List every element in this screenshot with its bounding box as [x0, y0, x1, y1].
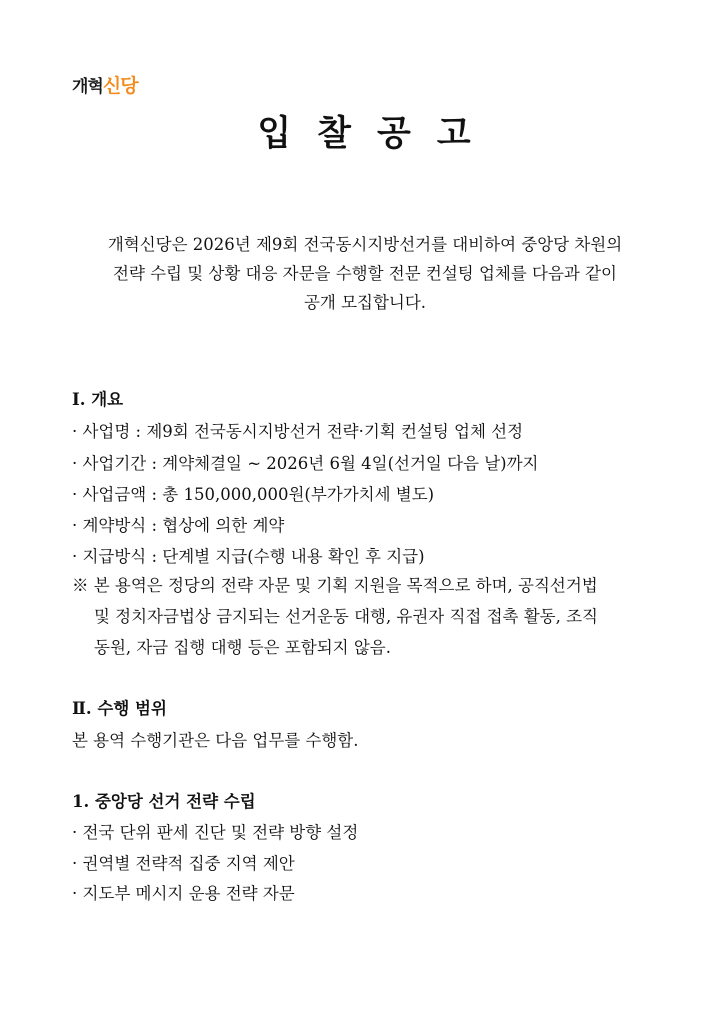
- overview-note-line: 동원, 자금 집행 대행 등은 포함되지 않음.: [94, 638, 391, 657]
- scope-description: 본 용역 수행기관은 다음 업무를 수행함.: [72, 731, 359, 750]
- subsection-heading-strategy: 1. 중앙당 선거 전략 수립: [72, 792, 256, 811]
- party-logo: [72, 76, 138, 97]
- overview-item: · 사업금액 : 총 150,000,000원(부가가치세 별도): [72, 485, 435, 504]
- overview-note-line: ※ 본 용역은 정당의 전략 자문 및 기획 지원을 목적으로 하며, 공직선거법: [72, 576, 598, 595]
- intro-line: 전략 수립 및 상황 대응 자문을 수행할 전문 컨설팅 업체를 다음과 같이: [113, 264, 617, 283]
- logo-text-accent: 신당: [102, 75, 138, 97]
- overview-item: · 사업명 : 제9회 전국동시지방선거 전략·기획 컨설팅 업체 선정: [72, 422, 524, 441]
- overview-note-line: 및 정치자금법상 금지되는 선거운동 대행, 유권자 직접 접촉 활동, 조직: [94, 607, 598, 626]
- intro-paragraph: [60, 230, 670, 317]
- section-heading-overview: Ⅰ. 개요: [72, 390, 124, 409]
- logo-text-dark: 개혁: [72, 77, 103, 97]
- document-title: 입찰공고: [257, 113, 497, 154]
- overview-item: · 계약방식 : 협상에 의한 계약: [72, 516, 285, 535]
- strategy-item: · 지도부 메시지 운용 전략 자문: [72, 884, 295, 903]
- section-heading-scope: Ⅱ. 수행 범위: [72, 699, 167, 718]
- overview-item: · 사업기간 : 계약체결일 ~ 2026년 6월 4일(선거일 다음 날)까지: [72, 454, 539, 473]
- overview-item: · 지급방식 : 단계별 지급(수행 내용 확인 후 지급): [72, 547, 425, 566]
- strategy-item: · 권역별 전략적 집중 지역 제안: [72, 854, 295, 873]
- intro-line: 개혁신당은 2026년 제9회 전국동시지방선거를 대비하여 중앙당 차원의: [107, 235, 623, 254]
- intro-line: 공개 모집합니다.: [303, 293, 427, 312]
- strategy-item: · 전국 단위 판세 진단 및 전략 방향 설정: [72, 823, 359, 842]
